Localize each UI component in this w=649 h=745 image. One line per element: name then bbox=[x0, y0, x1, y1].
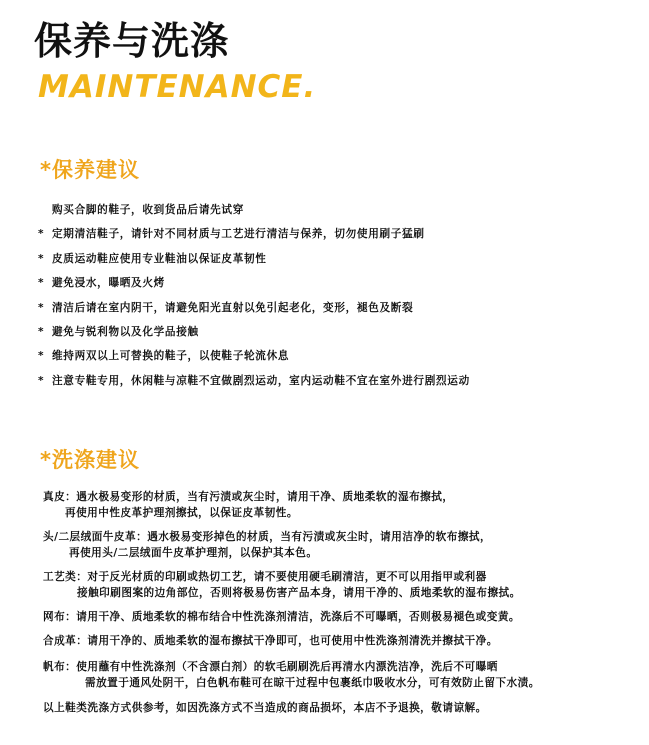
washing-entry-line: 网布：请用干净、质地柔软的棉布结合中性洗涤剂清洁，洗涤后不可曝晒，否则极易褪色或变黄。 bbox=[43, 611, 521, 623]
list-item-text: 清洁后请在室内阴干，请避免阳光直射以免引起老化，变形，褪色及断裂 bbox=[52, 301, 414, 314]
maintenance-heading: *保养建议 bbox=[40, 158, 140, 182]
list-item-text: 维持两双以上可替换的鞋子，以使鞋子轮流休息 bbox=[52, 350, 290, 363]
maintenance-tips-list bbox=[38, 203, 638, 398]
list-item bbox=[38, 325, 638, 349]
bullet-icon: * bbox=[38, 277, 45, 290]
washing-entry-line: 头/二层绒面牛皮革：遇水极易变形掉色的材质，当有污渍或灰尘时，请用洁净的软布擦拭， bbox=[43, 531, 492, 543]
washing-entry-line: 以上鞋类洗涤方式供参考，如因洗涤方式不当造成的商品损坏，本店不予退换，敬请谅解。 bbox=[43, 702, 487, 714]
washing-entry-line: 需放置于通风处阴干，白色帆布鞋可在晾干过程中包裹纸巾吸收水分，可有效防止留下水渍。 bbox=[85, 677, 540, 689]
list-item-text: 注意专鞋专用，休闲鞋与凉鞋不宜做剧烈运动，室内运动鞋不宜在室外进行剧烈运动 bbox=[52, 374, 470, 387]
washing-disclaimer bbox=[43, 700, 633, 716]
washing-entry-line: 再使用头/二层绒面牛皮革护理剂，以保护其本色。 bbox=[69, 547, 318, 559]
list-item-text: 皮质运动鞋应使用专业鞋油以保证皮革韧性 bbox=[52, 252, 267, 265]
bullet-icon: * bbox=[38, 228, 45, 241]
list-item-text: 避免浸水，曝晒及火烤 bbox=[52, 277, 165, 290]
maintenance-intro bbox=[38, 203, 638, 227]
washing-entry-line: 合成革：请用干净的、质地柔软的湿布擦拭干净即可，也可使用中性洗涤剂清洗并擦拭干净。 bbox=[43, 635, 498, 647]
washing-entry-line: 帆布：使用蘸有中性洗涤剂（不含漂白剂）的软毛刷刷洗后再清水内漂洗洁净，洗后不可曝晒 bbox=[43, 661, 498, 673]
bullet-icon: * bbox=[38, 325, 45, 338]
bullet-icon: * bbox=[38, 252, 45, 265]
list-item bbox=[38, 374, 638, 398]
list-item bbox=[38, 301, 638, 325]
list-item bbox=[38, 349, 638, 373]
washing-entry-line: 工艺类：对于反光材质的印刷或热切工艺，请不要使用硬毛刷清洁，更不可以用指甲或利器 bbox=[43, 571, 487, 583]
washing-entry-leather bbox=[43, 489, 633, 521]
washing-entry-suede bbox=[43, 529, 633, 561]
list-item-text: 定期清洁鞋子，请针对不同材质与工艺进行清洁与保养，切勿使用刷子猛刷 bbox=[52, 228, 425, 241]
page-subtitle: MAINTENANCE. bbox=[38, 69, 317, 105]
washing-entry-line: 再使用中性皮革护理剂擦拭，以保证皮革韧性。 bbox=[65, 507, 298, 519]
bullet-icon: * bbox=[38, 374, 45, 387]
washing-entry-canvas bbox=[43, 659, 633, 691]
washing-heading: *洗涤建议 bbox=[40, 448, 140, 472]
list-item bbox=[38, 276, 638, 300]
list-item-text: 购买合脚的鞋子，收到货品后请先试穿 bbox=[52, 204, 244, 216]
list-item-text: 避免与锐利物以及化学品接触 bbox=[52, 325, 199, 338]
list-item bbox=[38, 227, 638, 251]
page-title: 保养与洗涤 bbox=[34, 19, 230, 63]
washing-entry-synthetic bbox=[43, 633, 633, 649]
bullet-icon: * bbox=[38, 350, 45, 363]
washing-entry-craft bbox=[43, 569, 633, 601]
washing-entry-mesh bbox=[43, 609, 633, 625]
washing-entry-line: 接触印刷图案的边角部位，否则将极易伤害产品本身，请用干净的、质地柔软的湿布擦拭。 bbox=[77, 587, 521, 599]
list-item bbox=[38, 252, 638, 276]
washing-entry-line: 真皮：遇水极易变形的材质，当有污渍或灰尘时，请用干净、质地柔软的湿布擦拭， bbox=[43, 491, 454, 503]
bullet-icon: * bbox=[38, 301, 45, 314]
